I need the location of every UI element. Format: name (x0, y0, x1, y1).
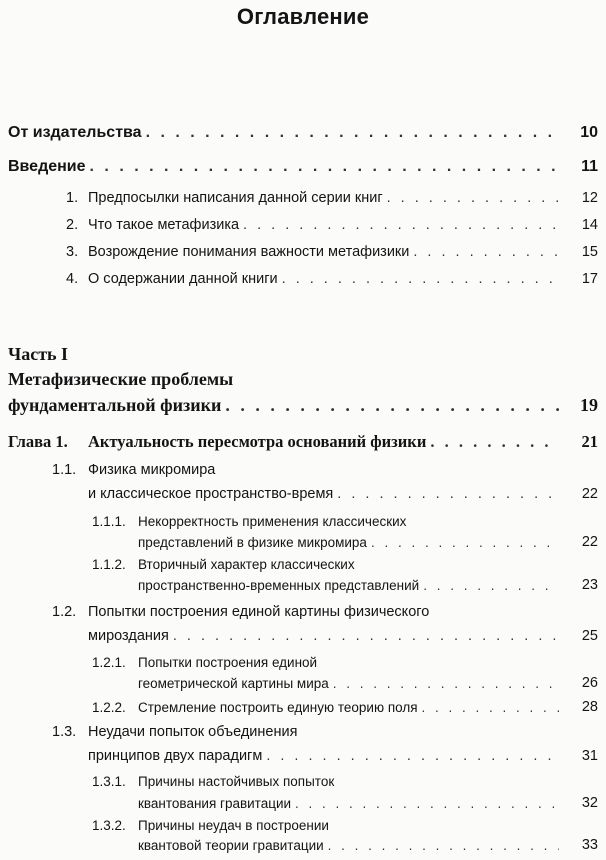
toc-entry-intro-2[interactable] (88, 217, 563, 233)
toc-entry-1-3-2[interactable] (138, 838, 563, 853)
section-number: 1.3. (52, 724, 77, 740)
toc-entry-1-2-1[interactable] (138, 676, 563, 691)
leader-dots (387, 190, 559, 206)
toc-entry-intro-3[interactable] (88, 244, 563, 260)
leader-dots (282, 271, 559, 287)
section-number: 2. (66, 217, 79, 233)
toc-page-number: 22 (581, 486, 598, 502)
section-number: 1.2. (52, 604, 77, 620)
toc-page-number: 10 (580, 124, 598, 141)
leader-dots (328, 838, 559, 853)
toc-page-number: 17 (581, 271, 598, 287)
section-title-line2: и классическое пространство-время (88, 486, 334, 502)
toc-page-number: 22 (581, 534, 598, 550)
section-title-line2: принципов двух парадигм (88, 748, 263, 764)
toc-entry-intro-1[interactable] (88, 190, 563, 206)
section-title-line1[interactable]: Неудачи попыток объединения (88, 724, 298, 740)
toc-entry-label: Что такое метафизика (88, 217, 240, 233)
toc-entry-part-1[interactable] (8, 395, 563, 416)
subsection-number: 1.2.2. (92, 700, 126, 715)
toc-page-number: 31 (581, 748, 598, 764)
leader-dots (225, 395, 559, 416)
leader-dots (371, 535, 559, 550)
subsection-title-line1[interactable]: Вторичный характер классических (138, 557, 355, 572)
toc-entry-1-1-1[interactable] (138, 535, 563, 550)
chapter-number: Глава 1. (8, 432, 68, 451)
section-title-line1[interactable]: Попытки построения единой картины физического (88, 604, 430, 620)
toc-entry-1-2-2[interactable] (138, 700, 563, 715)
section-number: 4. (66, 271, 79, 287)
subsection-number: 1.2.1. (92, 655, 126, 670)
subsection-title-line1[interactable]: Попытки построения единой (138, 655, 318, 670)
subsection-title-line2: представлений в физике микромира (138, 535, 367, 550)
toc-page-number: 21 (581, 432, 598, 451)
subsection-number: 1.3.1. (92, 774, 126, 789)
leader-dots (423, 578, 559, 593)
chapter-title: Актуальность пересмотра оснований физики (88, 432, 427, 451)
toc-entry-1-2[interactable] (88, 628, 563, 644)
toc-entry-label: Предпосылки написания данной серии книг (88, 190, 383, 206)
subsection-title-line1[interactable]: Некорректность применения классических (138, 514, 407, 529)
part-title-line2: фундаментальной физики (8, 395, 222, 415)
leader-dots (295, 796, 559, 811)
toc-page-number: 32 (581, 795, 598, 811)
toc-entry-label: Введение (8, 158, 86, 175)
toc-entry-1-3-1[interactable] (138, 796, 563, 811)
subsection-number: 1.1.1. (92, 514, 126, 529)
subsection-title-line1[interactable]: Причины неудач в построении (138, 818, 329, 833)
toc-page-number: 25 (581, 628, 598, 644)
subsection-number: 1.1.2. (92, 557, 126, 572)
subsection-title-line2: квантовой теории гравитации (138, 838, 324, 853)
leader-dots (430, 432, 559, 452)
leader-dots (333, 676, 559, 691)
section-number: 1. (66, 190, 79, 206)
toc-page-number: 11 (581, 158, 598, 175)
leader-dots (90, 158, 559, 176)
leader-dots (146, 124, 559, 142)
section-number: 1.1. (52, 462, 77, 478)
toc-entry-label: О содержании данной книги (88, 271, 278, 287)
subsection-title-line2: пространственно-временных представлений (138, 578, 420, 593)
toc-entry-intro-4[interactable] (88, 271, 563, 287)
subsection-number: 1.3.2. (92, 818, 126, 833)
leader-dots (243, 217, 559, 233)
section-title-line1[interactable]: Физика микромира (88, 462, 216, 478)
toc-entry-1-1-2[interactable] (138, 578, 563, 593)
toc-page-number: 12 (581, 190, 598, 206)
toc-page-number: 23 (581, 577, 598, 593)
toc-entry-1-1[interactable] (88, 486, 563, 502)
section-title-line2: мироздания (88, 628, 169, 644)
part-label: Часть I (8, 344, 69, 364)
subsection-title-line1[interactable]: Причины настойчивых попыток (138, 774, 335, 789)
toc-entry-label: От издательства (8, 124, 142, 141)
page-title: Оглавление (236, 4, 370, 29)
toc-entry-chapter-1[interactable] (88, 432, 563, 452)
leader-dots (266, 748, 559, 764)
toc-page-number: 15 (581, 244, 598, 260)
subsection-title-line1: Стремление построить единую теорию поля (138, 700, 418, 715)
toc-page-number: 14 (581, 217, 598, 233)
leader-dots (413, 244, 559, 260)
toc-entry-label: Возрождение понимания важности метафизики (88, 244, 410, 260)
toc-entry-publisher[interactable] (8, 124, 563, 142)
toc-page-number: 33 (581, 837, 598, 853)
leader-dots (337, 486, 559, 502)
toc-page-number: 26 (581, 675, 598, 691)
toc-entry-introduction[interactable] (8, 158, 563, 176)
subsection-title-line2: геометрической картины мира (138, 676, 329, 691)
section-number: 3. (66, 244, 79, 260)
leader-dots (422, 700, 559, 715)
part-title-line1: Метафизические проблемы (8, 369, 234, 389)
leader-dots (173, 628, 559, 644)
toc-entry-1-3[interactable] (88, 748, 563, 764)
toc-page-number: 28 (581, 699, 598, 715)
subsection-title-line2: квантования гравитации (138, 796, 292, 811)
toc-page-number: 19 (580, 395, 598, 415)
